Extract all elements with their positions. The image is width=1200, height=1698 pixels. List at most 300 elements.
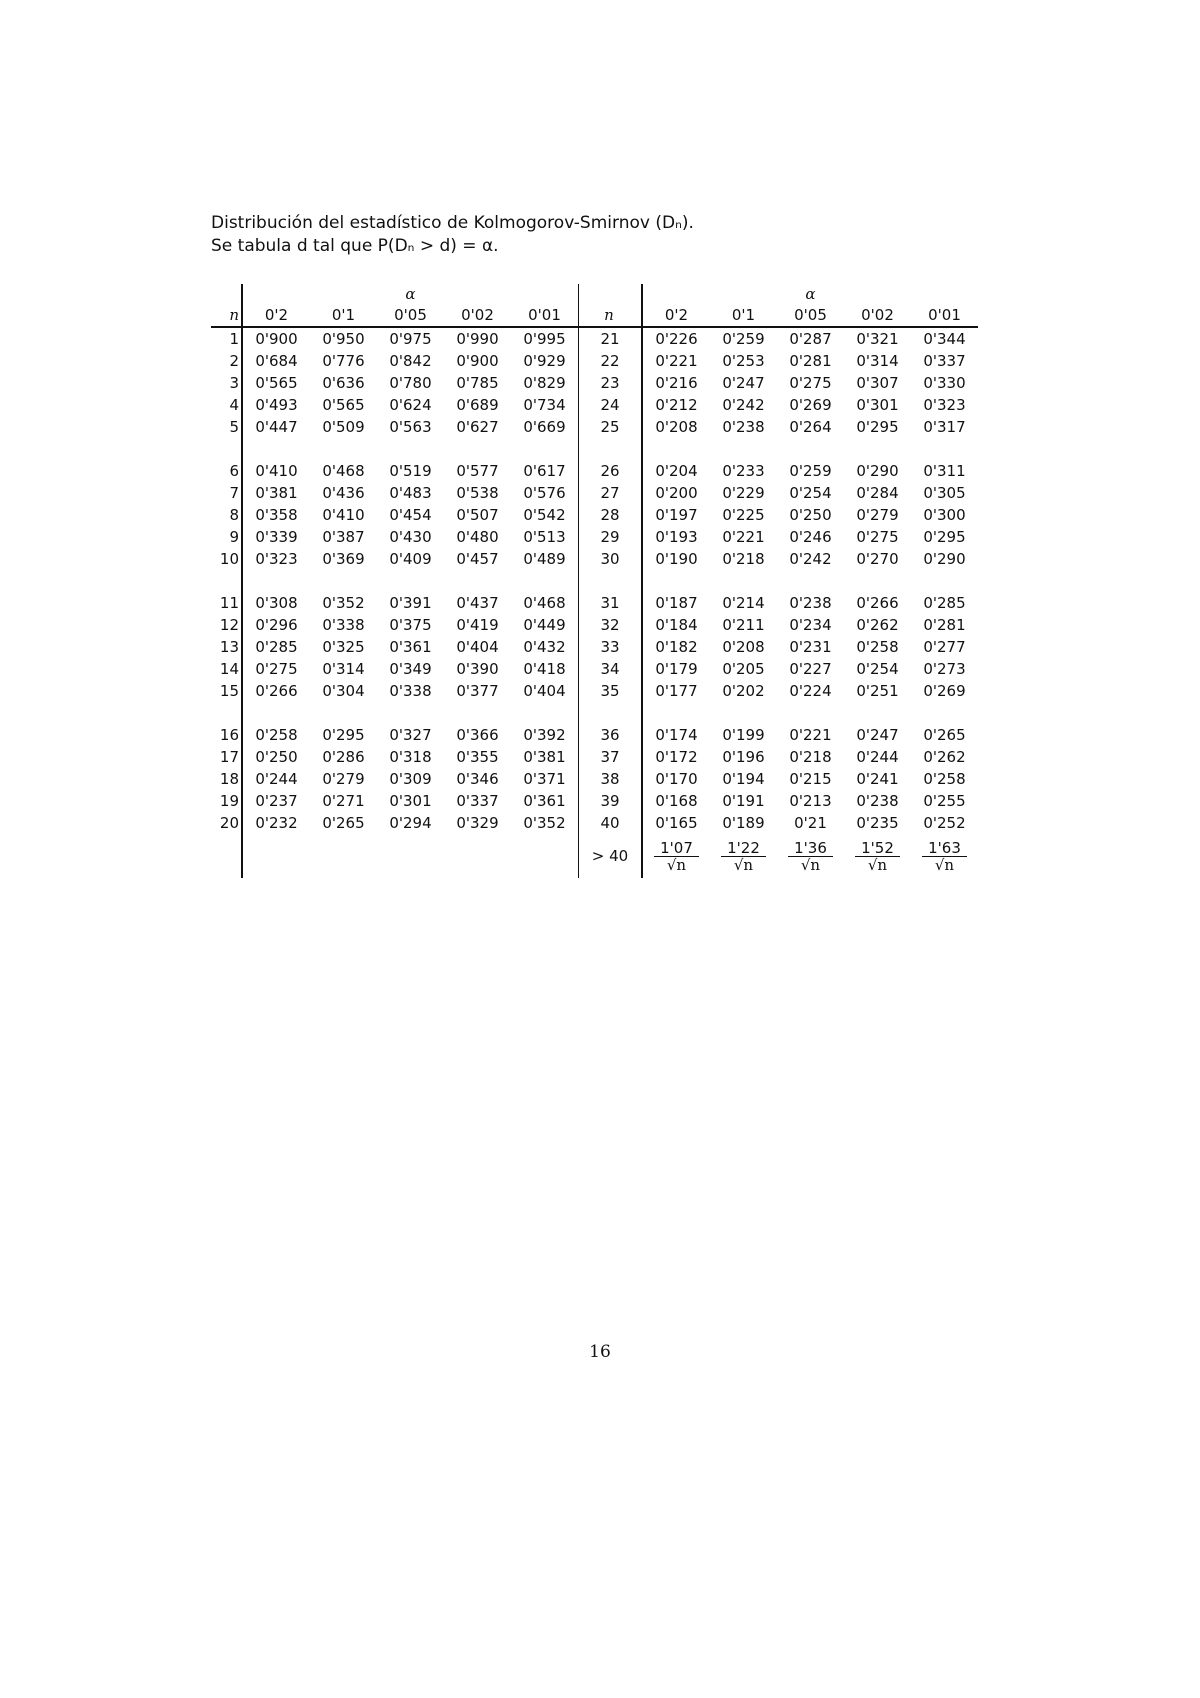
critical-value: 0'242 bbox=[789, 550, 832, 568]
critical-value: 0'231 bbox=[789, 638, 832, 656]
table-row bbox=[211, 526, 978, 548]
critical-value: 0'290 bbox=[856, 462, 899, 480]
alpha-header: 0'05 bbox=[377, 304, 444, 327]
critical-value: 0'519 bbox=[389, 462, 432, 480]
critical-value: 0'258 bbox=[923, 770, 966, 788]
n-value: 12 bbox=[219, 616, 239, 634]
critical-value: 0'233 bbox=[722, 462, 765, 480]
critical-value: 0'229 bbox=[722, 484, 765, 502]
critical-value: 0'246 bbox=[789, 528, 832, 546]
critical-value: 0'489 bbox=[523, 550, 566, 568]
critical-value: 0'565 bbox=[322, 396, 365, 414]
critical-value: 0'684 bbox=[242, 350, 310, 372]
critical-value: 0'509 bbox=[322, 418, 365, 436]
n-value: 26 bbox=[579, 460, 643, 482]
critical-value: 0'295 bbox=[923, 528, 966, 546]
critical-value: 0'337 bbox=[456, 792, 499, 810]
critical-value: 0'194 bbox=[722, 770, 765, 788]
critical-value: 0'238 bbox=[856, 792, 899, 810]
critical-value: 0'196 bbox=[722, 748, 765, 766]
critical-value: 0'842 bbox=[389, 352, 432, 370]
critical-value: 0'295 bbox=[322, 726, 365, 744]
alpha-header: 0'2 bbox=[242, 304, 310, 327]
critical-value: 0'244 bbox=[242, 768, 310, 790]
critical-value: 0'325 bbox=[322, 638, 365, 656]
critical-value: 0'190 bbox=[642, 548, 710, 570]
critical-value: 0'270 bbox=[856, 550, 899, 568]
critical-value: 0'238 bbox=[722, 418, 765, 436]
critical-value: 0'265 bbox=[322, 814, 365, 832]
critical-value: 0'193 bbox=[642, 526, 710, 548]
n-value: 23 bbox=[579, 372, 643, 394]
fraction bbox=[922, 840, 967, 873]
n-value: 29 bbox=[579, 526, 643, 548]
critical-value: 0'352 bbox=[322, 594, 365, 612]
critical-value: 0'226 bbox=[642, 327, 710, 350]
table-row bbox=[211, 460, 978, 482]
critical-value: 0'323 bbox=[242, 548, 310, 570]
n-value: 40 bbox=[579, 812, 643, 834]
critical-value: 0'627 bbox=[456, 418, 499, 436]
critical-value: 0'390 bbox=[456, 660, 499, 678]
critical-value: 0'269 bbox=[923, 682, 966, 700]
critical-value: 0'259 bbox=[789, 462, 832, 480]
critical-value: 0'204 bbox=[642, 460, 710, 482]
critical-value: 0'266 bbox=[242, 680, 310, 702]
fraction bbox=[855, 840, 900, 873]
fraction-numerator: 1'36 bbox=[788, 840, 833, 857]
critical-value: 0'669 bbox=[523, 418, 566, 436]
n-value: 8 bbox=[229, 506, 239, 524]
n-value: 16 bbox=[219, 726, 239, 744]
n-value: 5 bbox=[229, 418, 239, 436]
n-value: 10 bbox=[219, 550, 239, 568]
critical-value: 0'457 bbox=[456, 550, 499, 568]
table-row bbox=[211, 724, 978, 746]
asymptotic-formula bbox=[911, 834, 978, 878]
critical-value: 0'275 bbox=[242, 658, 310, 680]
critical-value: 0'213 bbox=[789, 792, 832, 810]
critical-value: 0'202 bbox=[722, 682, 765, 700]
critical-value: 0'776 bbox=[322, 352, 365, 370]
fraction-denominator: √n bbox=[666, 856, 687, 874]
critical-value: 0'355 bbox=[456, 748, 499, 766]
critical-value: 0'285 bbox=[242, 636, 310, 658]
critical-value: 0'392 bbox=[523, 726, 566, 744]
critical-value: 0'266 bbox=[856, 594, 899, 612]
critical-value: 0'227 bbox=[789, 660, 832, 678]
critical-value: 0'300 bbox=[923, 506, 966, 524]
critical-value: 0'250 bbox=[789, 506, 832, 524]
critical-value: 0'21 bbox=[794, 814, 827, 832]
table-row bbox=[211, 592, 978, 614]
critical-value: 0'189 bbox=[722, 814, 765, 832]
critical-value: 0'244 bbox=[856, 748, 899, 766]
n-value: > 40 bbox=[579, 834, 643, 878]
critical-value: 0'338 bbox=[389, 682, 432, 700]
critical-value: 0'636 bbox=[322, 374, 365, 392]
critical-value: 0'232 bbox=[242, 812, 310, 834]
critical-value: 0'218 bbox=[722, 550, 765, 568]
n-value: 24 bbox=[579, 394, 643, 416]
critical-value: 0'221 bbox=[789, 726, 832, 744]
n-value: 28 bbox=[579, 504, 643, 526]
fraction bbox=[654, 840, 699, 873]
n-value: 25 bbox=[579, 416, 643, 438]
fraction-numerator: 1'07 bbox=[654, 840, 699, 857]
critical-value: 0'225 bbox=[722, 506, 765, 524]
critical-value: 0'279 bbox=[856, 506, 899, 524]
n-value: 31 bbox=[579, 592, 643, 614]
critical-value: 0'493 bbox=[242, 394, 310, 416]
n-value: 19 bbox=[219, 792, 239, 810]
n-value: 7 bbox=[229, 484, 239, 502]
fraction-numerator: 1'52 bbox=[855, 840, 900, 857]
critical-value: 0'301 bbox=[389, 792, 432, 810]
critical-value: 0'199 bbox=[722, 726, 765, 744]
critical-value: 0'785 bbox=[456, 374, 499, 392]
critical-value: 0'358 bbox=[242, 504, 310, 526]
critical-value: 0'308 bbox=[242, 592, 310, 614]
critical-value: 0'221 bbox=[642, 350, 710, 372]
critical-value: 0'563 bbox=[389, 418, 432, 436]
asymptotic-formula bbox=[844, 834, 911, 878]
critical-value: 0'410 bbox=[322, 506, 365, 524]
n-header-right: n bbox=[579, 304, 643, 327]
table-row bbox=[211, 746, 978, 768]
critical-value: 0'995 bbox=[523, 330, 566, 348]
critical-value: 0'290 bbox=[923, 550, 966, 568]
table-caption bbox=[211, 212, 694, 258]
critical-value: 0'277 bbox=[923, 638, 966, 656]
critical-value: 0'187 bbox=[642, 592, 710, 614]
critical-value: 0'361 bbox=[523, 792, 566, 810]
n-value: 14 bbox=[219, 660, 239, 678]
critical-value: 0'418 bbox=[523, 660, 566, 678]
n-value: 1 bbox=[229, 330, 239, 348]
critical-value: 0'212 bbox=[642, 394, 710, 416]
critical-value: 0'314 bbox=[856, 352, 899, 370]
critical-value: 0'447 bbox=[242, 416, 310, 438]
critical-value: 0'251 bbox=[856, 682, 899, 700]
critical-value: 0'387 bbox=[322, 528, 365, 546]
critical-value: 0'264 bbox=[789, 418, 832, 436]
fraction bbox=[721, 840, 766, 873]
critical-value: 0'258 bbox=[856, 638, 899, 656]
critical-value: 0'224 bbox=[789, 682, 832, 700]
critical-value: 0'271 bbox=[322, 792, 365, 810]
empty-cell bbox=[377, 834, 444, 878]
critical-value: 0'168 bbox=[642, 790, 710, 812]
header-row bbox=[211, 304, 978, 327]
critical-value: 0'174 bbox=[642, 724, 710, 746]
empty-cell bbox=[444, 834, 511, 878]
n-value: 18 bbox=[219, 770, 239, 788]
n-value: 15 bbox=[219, 682, 239, 700]
critical-value: 0'250 bbox=[242, 746, 310, 768]
critical-value: 0'344 bbox=[923, 330, 966, 348]
table-row bbox=[211, 327, 978, 350]
critical-value: 0'165 bbox=[642, 812, 710, 834]
critical-value: 0'483 bbox=[389, 484, 432, 502]
critical-value: 0'216 bbox=[642, 372, 710, 394]
critical-value: 0'454 bbox=[389, 506, 432, 524]
critical-value: 0'346 bbox=[456, 770, 499, 788]
n-value: 33 bbox=[579, 636, 643, 658]
critical-value: 0'305 bbox=[923, 484, 966, 502]
critical-value: 0'208 bbox=[642, 416, 710, 438]
critical-value: 0'170 bbox=[642, 768, 710, 790]
critical-value: 0'377 bbox=[456, 682, 499, 700]
alpha-header: 0'02 bbox=[444, 304, 511, 327]
alpha-header: 0'02 bbox=[844, 304, 911, 327]
critical-value: 0'238 bbox=[789, 594, 832, 612]
n-value: 3 bbox=[229, 374, 239, 392]
table-row bbox=[211, 350, 978, 372]
critical-value: 0'329 bbox=[456, 814, 499, 832]
empty-cell bbox=[310, 834, 377, 878]
n-value: 27 bbox=[579, 482, 643, 504]
alpha-label-right: α bbox=[805, 285, 816, 303]
critical-value: 0'205 bbox=[722, 660, 765, 678]
critical-value: 0'349 bbox=[389, 660, 432, 678]
critical-value: 0'314 bbox=[322, 660, 365, 678]
critical-value: 0'369 bbox=[322, 550, 365, 568]
n-value: 36 bbox=[579, 724, 643, 746]
critical-value: 0'339 bbox=[242, 526, 310, 548]
critical-value: 0'259 bbox=[722, 330, 765, 348]
asymptotic-formula bbox=[642, 834, 710, 878]
fraction-numerator: 1'63 bbox=[922, 840, 967, 857]
critical-value: 0'449 bbox=[523, 616, 566, 634]
critical-value: 0'577 bbox=[456, 462, 499, 480]
n-value: 32 bbox=[579, 614, 643, 636]
critical-value: 0'254 bbox=[856, 660, 899, 678]
critical-value: 0'507 bbox=[456, 506, 499, 524]
critical-value: 0'381 bbox=[523, 748, 566, 766]
critical-value: 0'214 bbox=[722, 594, 765, 612]
critical-value: 0'404 bbox=[523, 682, 566, 700]
critical-value: 0'262 bbox=[856, 616, 899, 634]
n-value: 35 bbox=[579, 680, 643, 702]
alpha-header: 0'01 bbox=[511, 304, 579, 327]
table-row bbox=[211, 482, 978, 504]
alpha-header: 0'01 bbox=[911, 304, 978, 327]
critical-value: 0'191 bbox=[722, 792, 765, 810]
critical-value: 0'252 bbox=[923, 814, 966, 832]
critical-value: 0'296 bbox=[242, 614, 310, 636]
ks-distribution-table bbox=[211, 284, 978, 878]
critical-value: 0'929 bbox=[523, 352, 566, 370]
critical-value: 0'197 bbox=[642, 504, 710, 526]
critical-value: 0'242 bbox=[722, 396, 765, 414]
critical-value: 0'255 bbox=[923, 792, 966, 810]
critical-value: 0'294 bbox=[389, 814, 432, 832]
critical-value: 0'247 bbox=[856, 726, 899, 744]
critical-value: 0'468 bbox=[322, 462, 365, 480]
n-value: 9 bbox=[229, 528, 239, 546]
critical-value: 0'281 bbox=[923, 616, 966, 634]
critical-value: 0'304 bbox=[322, 682, 365, 700]
critical-value: 0'301 bbox=[856, 396, 899, 414]
alpha-label-left: α bbox=[405, 285, 416, 303]
n-value: 39 bbox=[579, 790, 643, 812]
critical-value: 0'184 bbox=[642, 614, 710, 636]
critical-value: 0'237 bbox=[242, 790, 310, 812]
page-number: 16 bbox=[589, 1342, 611, 1362]
alpha-header: 0'2 bbox=[642, 304, 710, 327]
critical-value: 0'285 bbox=[923, 594, 966, 612]
critical-value: 0'371 bbox=[523, 770, 566, 788]
critical-value: 0'950 bbox=[322, 330, 365, 348]
critical-value: 0'200 bbox=[642, 482, 710, 504]
critical-value: 0'437 bbox=[456, 594, 499, 612]
critical-value: 0'234 bbox=[789, 616, 832, 634]
critical-value: 0'179 bbox=[642, 658, 710, 680]
critical-value: 0'436 bbox=[322, 484, 365, 502]
critical-value: 0'254 bbox=[789, 484, 832, 502]
n-value: 13 bbox=[219, 638, 239, 656]
critical-value: 0'430 bbox=[389, 528, 432, 546]
critical-value: 0'265 bbox=[923, 726, 966, 744]
critical-value: 0'208 bbox=[722, 638, 765, 656]
table-row bbox=[211, 416, 978, 438]
n-value: 6 bbox=[229, 462, 239, 480]
critical-value: 0'327 bbox=[389, 726, 432, 744]
n-value: 37 bbox=[579, 746, 643, 768]
critical-value: 0'900 bbox=[242, 327, 310, 350]
n-value: 21 bbox=[579, 327, 643, 350]
critical-value: 0'375 bbox=[389, 616, 432, 634]
fraction-denominator: √n bbox=[934, 856, 955, 874]
critical-value: 0'273 bbox=[923, 660, 966, 678]
critical-value: 0'576 bbox=[523, 484, 566, 502]
empty-cell bbox=[511, 834, 579, 878]
critical-value: 0'780 bbox=[389, 374, 432, 392]
critical-value: 0'513 bbox=[523, 528, 566, 546]
fraction-denominator: √n bbox=[733, 856, 754, 874]
table-row bbox=[211, 636, 978, 658]
table-row bbox=[211, 614, 978, 636]
critical-value: 0'480 bbox=[456, 528, 499, 546]
critical-value: 0'323 bbox=[923, 396, 966, 414]
critical-value: 0'990 bbox=[456, 330, 499, 348]
n-header-left: n bbox=[211, 304, 242, 327]
critical-value: 0'279 bbox=[322, 770, 365, 788]
critical-value: 0'177 bbox=[642, 680, 710, 702]
table-row bbox=[211, 548, 978, 570]
critical-value: 0'321 bbox=[856, 330, 899, 348]
critical-value: 0'275 bbox=[789, 374, 832, 392]
group-spacer bbox=[211, 702, 978, 724]
alpha-header: 0'1 bbox=[710, 304, 777, 327]
critical-value: 0'307 bbox=[856, 374, 899, 392]
critical-value: 0'565 bbox=[242, 372, 310, 394]
critical-value: 0'900 bbox=[456, 352, 499, 370]
critical-value: 0'258 bbox=[242, 724, 310, 746]
critical-value: 0'337 bbox=[923, 352, 966, 370]
critical-value: 0'215 bbox=[789, 770, 832, 788]
critical-value: 0'975 bbox=[389, 330, 432, 348]
critical-value: 0'352 bbox=[523, 814, 566, 832]
critical-value: 0'281 bbox=[789, 352, 832, 370]
critical-value: 0'410 bbox=[242, 460, 310, 482]
critical-value: 0'432 bbox=[523, 638, 566, 656]
table-row bbox=[211, 790, 978, 812]
critical-value: 0'218 bbox=[789, 748, 832, 766]
critical-value: 0'381 bbox=[242, 482, 310, 504]
critical-value: 0'287 bbox=[789, 330, 832, 348]
alpha-header: 0'1 bbox=[310, 304, 377, 327]
critical-value: 0'409 bbox=[389, 550, 432, 568]
n-value: 38 bbox=[579, 768, 643, 790]
asymptotic-formula bbox=[777, 834, 844, 878]
table-row bbox=[211, 658, 978, 680]
table-row bbox=[211, 680, 978, 702]
critical-value: 0'366 bbox=[456, 726, 499, 744]
table-row bbox=[211, 504, 978, 526]
empty-cell bbox=[242, 834, 310, 878]
critical-value: 0'468 bbox=[523, 594, 566, 612]
fraction-denominator: √n bbox=[800, 856, 821, 874]
caption-line-2: Se tabula d tal que P(Dₙ > d) = α. bbox=[211, 236, 499, 256]
table-body bbox=[211, 327, 978, 878]
critical-value: 0'284 bbox=[856, 484, 899, 502]
fraction-denominator: √n bbox=[867, 856, 888, 874]
critical-value: 0'309 bbox=[389, 770, 432, 788]
critical-value: 0'338 bbox=[322, 616, 365, 634]
critical-value: 0'361 bbox=[389, 638, 432, 656]
critical-value: 0'330 bbox=[923, 374, 966, 392]
n-value: 30 bbox=[579, 548, 643, 570]
critical-value: 0'262 bbox=[923, 748, 966, 766]
asymptotic-formula bbox=[710, 834, 777, 878]
critical-value: 0'269 bbox=[789, 396, 832, 414]
n-value: 22 bbox=[579, 350, 643, 372]
table-row bbox=[211, 372, 978, 394]
critical-value: 0'617 bbox=[523, 462, 566, 480]
critical-value: 0'311 bbox=[923, 462, 966, 480]
n-value: 4 bbox=[229, 396, 239, 414]
n-value: 17 bbox=[219, 748, 239, 766]
n-value: 2 bbox=[229, 352, 239, 370]
critical-value: 0'404 bbox=[456, 638, 499, 656]
group-spacer bbox=[211, 438, 978, 460]
n-value: 20 bbox=[219, 814, 239, 832]
asymptotic-row bbox=[211, 834, 978, 878]
table-row bbox=[211, 394, 978, 416]
critical-value: 0'247 bbox=[722, 374, 765, 392]
critical-value: 0'286 bbox=[322, 748, 365, 766]
critical-value: 0'538 bbox=[456, 484, 499, 502]
critical-value: 0'689 bbox=[456, 396, 499, 414]
critical-value: 0'295 bbox=[856, 418, 899, 436]
critical-value: 0'419 bbox=[456, 616, 499, 634]
critical-value: 0'391 bbox=[389, 594, 432, 612]
critical-value: 0'211 bbox=[722, 616, 765, 634]
critical-value: 0'318 bbox=[389, 748, 432, 766]
critical-value: 0'182 bbox=[642, 636, 710, 658]
critical-value: 0'172 bbox=[642, 746, 710, 768]
table-row bbox=[211, 768, 978, 790]
critical-value: 0'829 bbox=[523, 374, 566, 392]
critical-value: 0'734 bbox=[523, 396, 566, 414]
critical-value: 0'275 bbox=[856, 528, 899, 546]
table-row bbox=[211, 812, 978, 834]
n-value: 11 bbox=[219, 594, 239, 612]
critical-value: 0'221 bbox=[722, 528, 765, 546]
critical-value: 0'235 bbox=[856, 814, 899, 832]
